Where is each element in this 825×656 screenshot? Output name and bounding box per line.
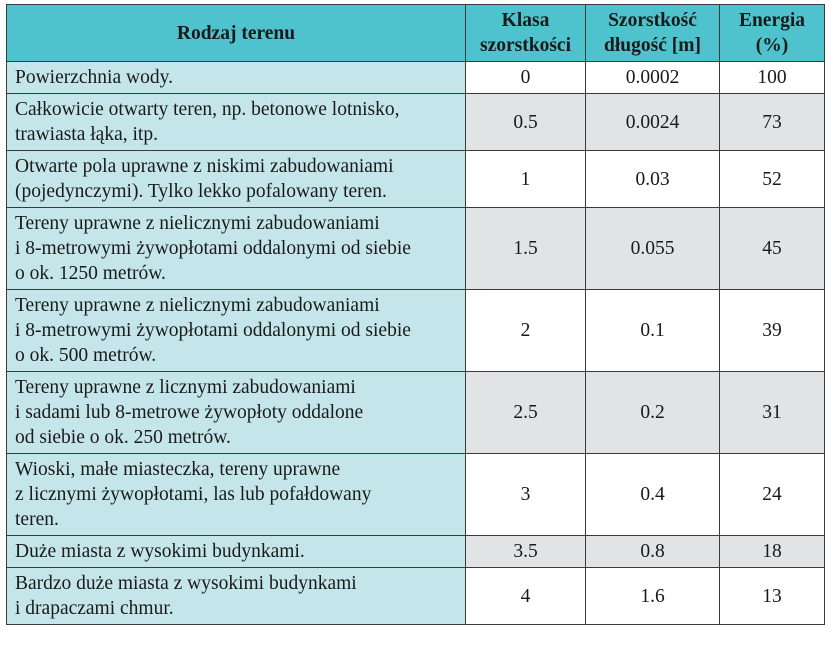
roughness-length-cell: 0.03 [586, 151, 720, 208]
terrain-type-line: (pojedynczymi). Tylko lekko pofalowany teren. [15, 181, 387, 202]
terrain-type-line: Całkowicie otwarty teren, np. betonowe lotnisko, [15, 99, 400, 120]
header-roughness-class: Klasa szorstkości [466, 5, 586, 62]
terrain-type-line: Duże miasta z wysokimi budynkami. [15, 541, 305, 562]
roughness-length-cell: 1.6 [586, 568, 720, 625]
table-row [7, 151, 825, 208]
table-row [7, 290, 825, 372]
terrain-type-line: teren. [15, 509, 59, 530]
terrain-type-line: i drapaczami chmur. [15, 598, 174, 619]
energy-cell: 13 [720, 568, 825, 625]
table-row [7, 208, 825, 290]
table-row [7, 536, 825, 568]
terrain-type-line: i 8-metrowymi żywopłotami oddalonymi od siebie [15, 320, 411, 341]
energy-cell: 100 [720, 62, 825, 94]
terrain-type-cell [7, 94, 466, 151]
table-container [6, 4, 825, 625]
table-row [7, 454, 825, 536]
roughness-class-cell: 2.5 [466, 372, 586, 454]
terrain-type-line: i sadami lub 8-metrowe żywopłoty oddalone [15, 402, 364, 423]
terrain-type-line: Tereny uprawne z nielicznymi zabudowaniami [15, 295, 380, 316]
roughness-length-cell: 0.2 [586, 372, 720, 454]
table-row [7, 568, 825, 625]
roughness-class-cell: 4 [466, 568, 586, 625]
header-row [7, 5, 825, 62]
terrain-type-line: Powierzchnia wody. [15, 67, 173, 88]
energy-cell: 31 [720, 372, 825, 454]
terrain-type-cell [7, 568, 466, 625]
roughness-class-cell: 1.5 [466, 208, 586, 290]
terrain-type-cell [7, 151, 466, 208]
terrain-type-cell [7, 290, 466, 372]
terrain-type-cell [7, 536, 466, 568]
energy-cell: 45 [720, 208, 825, 290]
energy-cell: 52 [720, 151, 825, 208]
roughness-class-cell: 3 [466, 454, 586, 536]
terrain-type-line: Tereny uprawne z licznymi zabudowaniami [15, 377, 356, 398]
energy-cell: 73 [720, 94, 825, 151]
terrain-type-cell [7, 454, 466, 536]
roughness-class-cell: 0 [466, 62, 586, 94]
terrain-type-cell [7, 62, 466, 94]
roughness-length-cell: 0.0002 [586, 62, 720, 94]
roughness-length-cell: 0.1 [586, 290, 720, 372]
terrain-type-line: o ok. 1250 metrów. [15, 263, 166, 284]
terrain-type-line: o ok. 500 metrów. [15, 345, 157, 366]
terrain-type-line: i 8-metrowymi żywopłotami oddalonymi od siebie [15, 238, 411, 259]
table-row [7, 62, 825, 94]
header-energy: Energia (%) [720, 5, 825, 62]
table-row [7, 94, 825, 151]
terrain-type-line: trawiasta łąka, itp. [15, 124, 158, 145]
roughness-class-cell: 2 [466, 290, 586, 372]
terrain-type-line: Wioski, małe miasteczka, tereny uprawne [15, 459, 341, 480]
table-body [7, 62, 825, 625]
terrain-type-line: Bardzo duże miasta z wysokimi budynkami [15, 573, 357, 594]
header-terrain-type: Rodzaj terenu [7, 5, 466, 62]
roughness-table [6, 4, 825, 625]
roughness-length-cell: 0.8 [586, 536, 720, 568]
terrain-type-cell [7, 208, 466, 290]
roughness-length-cell: 0.055 [586, 208, 720, 290]
terrain-type-cell [7, 372, 466, 454]
roughness-length-cell: 0.4 [586, 454, 720, 536]
energy-cell: 39 [720, 290, 825, 372]
roughness-length-cell: 0.0024 [586, 94, 720, 151]
terrain-type-line: od siebie o ok. 250 metrów. [15, 427, 231, 448]
roughness-class-cell: 1 [466, 151, 586, 208]
terrain-type-line: Tereny uprawne z nielicznymi zabudowaniami [15, 213, 380, 234]
roughness-class-cell: 3.5 [466, 536, 586, 568]
terrain-type-line: Otwarte pola uprawne z niskimi zabudowaniami [15, 156, 394, 177]
table-row [7, 372, 825, 454]
energy-cell: 24 [720, 454, 825, 536]
roughness-class-cell: 0.5 [466, 94, 586, 151]
energy-cell: 18 [720, 536, 825, 568]
header-roughness-length: Szorstkość długość [m] [586, 5, 720, 62]
terrain-type-line: z licznymi żywopłotami, las lub pofałdowany [15, 484, 372, 505]
